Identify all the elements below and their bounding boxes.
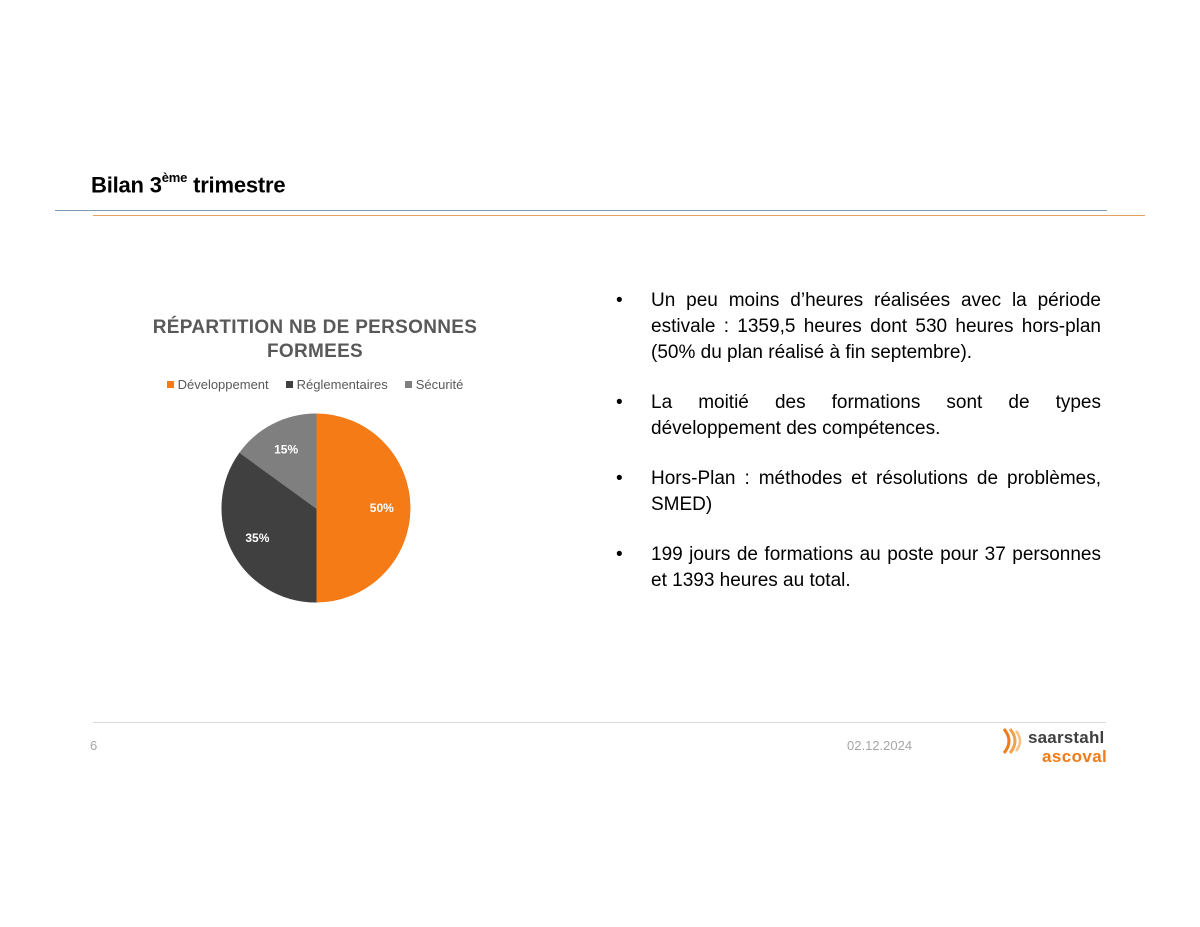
legend-label: Développement [177, 377, 269, 392]
title-rule-orange [93, 215, 1145, 216]
bullet-dot: • [616, 392, 623, 413]
page-number: 6 [90, 738, 98, 753]
slide-title [91, 172, 285, 198]
bullet-dot: • [616, 544, 623, 565]
legend-label: Réglementaires [296, 377, 388, 392]
title-main: Bilan 3 [91, 172, 162, 198]
legend-item-reglementaires [286, 377, 388, 392]
company-logo [1002, 727, 1112, 767]
bullet-text: Un peu moins d’heures réalisées avec la période estivale : 1359,5 heures dont 530 heures hors-plan (50% du plan réalisé à fin septembre). [651, 290, 1101, 363]
bullet-text: 199 jours de formations au poste pour 37 personnes et 1393 heures au total. [651, 544, 1101, 591]
bullet-item [616, 390, 1101, 442]
bullet-text: La moitié des formations sont de types développement des compétences. [651, 392, 1101, 439]
chart-legend [110, 377, 520, 392]
chart-title [110, 316, 520, 364]
legend-item-developpement [167, 377, 269, 392]
logo-mark-icon [1002, 727, 1026, 755]
pie-label-0: 50% [369, 501, 394, 515]
footer-date: 02.12.2024 [847, 738, 913, 753]
bullet-dot: • [616, 468, 623, 489]
chart-title-line2: FORMEES [266, 341, 364, 362]
bullet-item [616, 542, 1101, 594]
legend-item-securite [405, 377, 464, 392]
bullet-text: Hors-Plan : méthodes et résolutions de problèmes, SMED) [651, 468, 1101, 515]
legend-swatch [405, 381, 412, 388]
legend-swatch [286, 381, 293, 388]
pie-chart [110, 310, 520, 630]
pie-label-1: 35% [245, 530, 270, 545]
pie-label-2: 15% [274, 442, 299, 457]
title-rule-blue [55, 210, 1107, 211]
legend-label: Sécurité [415, 377, 464, 392]
title-rest: trimestre [187, 172, 286, 198]
logo-text-ascoval: ascoval [1042, 747, 1108, 766]
chart-title-line1: RÉPARTITION NB DE PERSONNES [152, 317, 478, 338]
bullet-item [616, 288, 1101, 366]
bullet-item [616, 466, 1101, 518]
logo-text-saarstahl: saarstahl [1028, 728, 1105, 747]
bullet-list [616, 288, 1101, 618]
bullet-dot: • [616, 290, 623, 311]
pie-slice-0 [316, 414, 410, 602]
title-superscript: ème [161, 170, 188, 185]
footer-rule [93, 722, 1106, 723]
legend-swatch [167, 381, 174, 388]
